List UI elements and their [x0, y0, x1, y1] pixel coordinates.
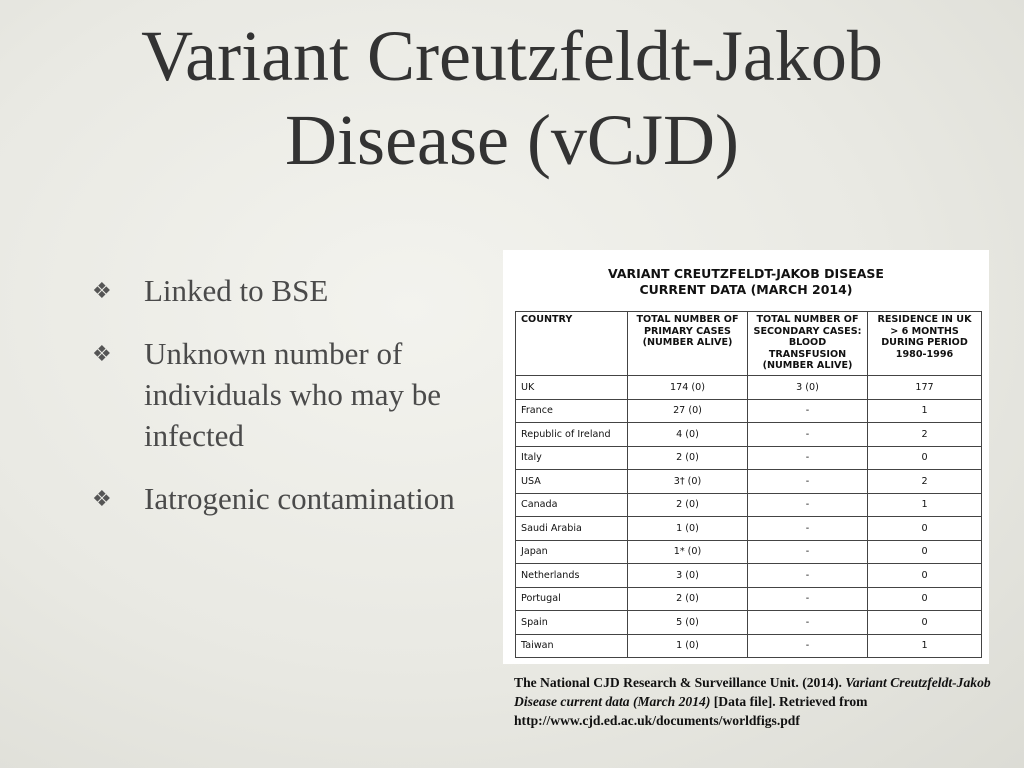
country-cell: Republic of Ireland: [516, 423, 628, 447]
country-cell: Japan: [516, 540, 628, 564]
bullet-list: [92, 270, 502, 541]
table-header-row: [516, 312, 982, 376]
country-cell: France: [516, 399, 628, 423]
citation: [514, 673, 1014, 730]
secondary-cases-cell: -: [748, 399, 868, 423]
country-cell: Canada: [516, 493, 628, 517]
country-cell: UK: [516, 376, 628, 400]
primary-cases-cell: 2 (0): [628, 587, 748, 611]
table-row: [516, 564, 982, 588]
residence-cell: 2: [868, 470, 982, 494]
fleuron-diamond-icon: ❖: [92, 342, 112, 367]
secondary-cases-cell: -: [748, 540, 868, 564]
residence-cell: 0: [868, 517, 982, 541]
country-cell: Taiwan: [516, 634, 628, 658]
primary-cases-cell: 3† (0): [628, 470, 748, 494]
primary-cases-cell: 1 (0): [628, 634, 748, 658]
table-row: [516, 587, 982, 611]
table-row: [516, 611, 982, 635]
residence-cell: 0: [868, 540, 982, 564]
secondary-cases-cell: -: [748, 564, 868, 588]
country-cell: Saudi Arabia: [516, 517, 628, 541]
primary-cases-cell: 1 (0): [628, 517, 748, 541]
table-row: [516, 634, 982, 658]
bullet-text: Linked to BSE: [144, 273, 329, 308]
residence-cell: 0: [868, 611, 982, 635]
residence-cell: 1: [868, 493, 982, 517]
country-cell: USA: [516, 470, 628, 494]
primary-cases-cell: 27 (0): [628, 399, 748, 423]
table-title-line-1: VARIANT CREUTZFELDT-JAKOB DISEASE: [608, 266, 884, 281]
secondary-cases-cell: 3 (0): [748, 376, 868, 400]
primary-cases-cell: 2 (0): [628, 446, 748, 470]
header-country: COUNTRY: [516, 312, 628, 376]
residence-cell: 2: [868, 423, 982, 447]
bullet-text: Unknown number of individuals who may be infected: [144, 336, 442, 453]
table-row: [516, 423, 982, 447]
citation-author: The National CJD Research & Surveillance Unit. (2014).: [514, 675, 846, 690]
header-primary-cases: TOTAL NUMBER OF PRIMARY CASES (NUMBER ALIVE): [628, 312, 748, 376]
residence-cell: 1: [868, 634, 982, 658]
secondary-cases-cell: -: [748, 423, 868, 447]
bullet-item: [92, 478, 502, 519]
citation-title: Variant Creutzfeldt-Jakob Disease current data (March 2014): [514, 675, 991, 709]
secondary-cases-cell: -: [748, 517, 868, 541]
secondary-cases-cell: -: [748, 446, 868, 470]
title-line-2: Disease (vCJD): [285, 100, 739, 180]
citation-source: [Data file]. Retrieved from http://www.cjd.ed.ac.uk/documents/worldfigs.pdf: [514, 694, 868, 728]
residence-cell: 1: [868, 399, 982, 423]
country-cell: Netherlands: [516, 564, 628, 588]
vcjd-table: [515, 311, 982, 658]
country-cell: Spain: [516, 611, 628, 635]
residence-cell: 0: [868, 587, 982, 611]
primary-cases-cell: 3 (0): [628, 564, 748, 588]
primary-cases-cell: 4 (0): [628, 423, 748, 447]
secondary-cases-cell: -: [748, 587, 868, 611]
slide-title: [0, 14, 1024, 182]
table-row: [516, 399, 982, 423]
table-title-line-2: CURRENT DATA (MARCH 2014): [639, 282, 853, 297]
residence-cell: 0: [868, 564, 982, 588]
secondary-cases-cell: -: [748, 493, 868, 517]
secondary-cases-cell: -: [748, 470, 868, 494]
primary-cases-cell: 174 (0): [628, 376, 748, 400]
bullet-item: [92, 270, 502, 311]
header-residence-uk: RESIDENCE IN UK > 6 MONTHS DURING PERIOD 1980-1996: [868, 312, 982, 376]
fleuron-diamond-icon: ❖: [92, 487, 112, 512]
primary-cases-cell: 5 (0): [628, 611, 748, 635]
table-row: [516, 493, 982, 517]
bullet-item: [92, 333, 502, 456]
vcjd-data-image: [503, 250, 989, 664]
secondary-cases-cell: -: [748, 634, 868, 658]
header-secondary-cases: TOTAL NUMBER OF SECONDARY CASES: BLOOD TRANSFUSION (NUMBER ALIVE): [748, 312, 868, 376]
table-row: [516, 540, 982, 564]
primary-cases-cell: 2 (0): [628, 493, 748, 517]
table-body: [516, 376, 982, 658]
table-row: [516, 446, 982, 470]
bullet-text: Iatrogenic contamination: [144, 481, 455, 516]
country-cell: Portugal: [516, 587, 628, 611]
secondary-cases-cell: -: [748, 611, 868, 635]
residence-cell: 177: [868, 376, 982, 400]
table-row: [516, 376, 982, 400]
primary-cases-cell: 1* (0): [628, 540, 748, 564]
residence-cell: 0: [868, 446, 982, 470]
country-cell: Italy: [516, 446, 628, 470]
title-line-1: Variant Creutzfeldt-Jakob: [141, 16, 883, 96]
table-title: [503, 266, 989, 298]
table-row: [516, 470, 982, 494]
fleuron-diamond-icon: ❖: [92, 279, 112, 304]
table-row: [516, 517, 982, 541]
